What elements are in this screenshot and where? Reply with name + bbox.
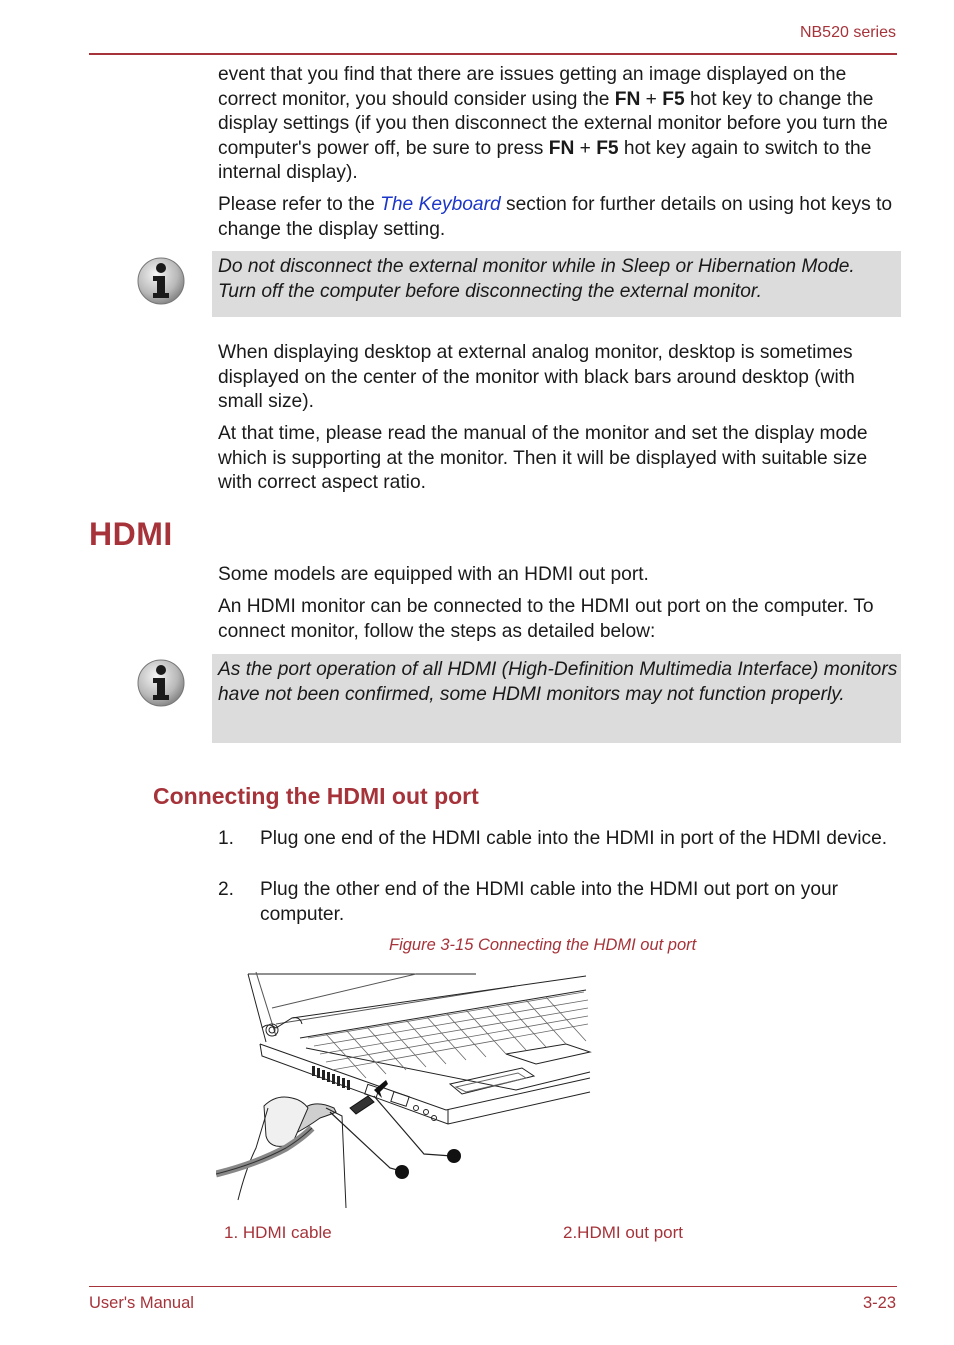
laptop-hdmi-illustration	[216, 968, 592, 1216]
note-text: Do not disconnect the external monitor while in Sleep or Hibernation Mode. Turn off the computer before disconnecting the external monitor.	[218, 256, 855, 302]
callout-dot-port	[447, 1149, 461, 1163]
figure-caption: Figure 3-15 Connecting the HDMI out port	[389, 936, 697, 954]
paragraph-connect: An HDMI monitor can be connected to the HDMI out port on the computer. To connect monitor, follow the steps as detailed below:	[218, 596, 874, 642]
heading-hdmi: HDMI	[89, 516, 173, 552]
note-hdmi	[212, 654, 901, 743]
figure-label-cable: 1. HDMI cable	[224, 1223, 332, 1242]
info-icon	[136, 658, 186, 708]
key-fn: FN	[548, 137, 575, 159]
footer-rule	[89, 1286, 897, 1287]
paragraph-manual: At that time, please read the manual of the monitor and set the display mode which is supporting at the monitor. Then it will be displayed with suitable size with correct aspect ratio.	[218, 423, 868, 493]
header-rule	[89, 53, 897, 55]
info-icon	[136, 256, 186, 306]
paragraph-text: hot key to change the display settings (if you then disconnect the external monitor before you turn the computer's power off, be sure to press	[218, 88, 888, 159]
list-item	[218, 878, 898, 928]
list-text: Plug one end of the HDMI cable into the HDMI in port of the HDMI device.	[260, 828, 888, 849]
key-fn: FN	[614, 88, 641, 110]
plus-sign: +	[574, 137, 597, 159]
list-number: 2.	[218, 879, 235, 900]
paragraph-models: Some models are equipped with an HDMI out port.	[218, 564, 649, 585]
paragraph-hotkey	[218, 63, 898, 186]
keyboard-link[interactable]: The Keyboard	[380, 194, 501, 215]
list-text: Plug the other end of the HDMI cable into the HDMI out port on your computer.	[260, 879, 839, 925]
figure-label-port: 2.HDMI out port	[563, 1223, 683, 1242]
callout-dot-cable	[395, 1165, 409, 1179]
key-f5: F5	[596, 137, 619, 159]
note-sleep	[212, 251, 901, 317]
list-item	[218, 827, 898, 877]
list-number: 1.	[218, 828, 235, 849]
paragraph-text: hot key again to switch to the internal display).	[218, 137, 872, 183]
plus-sign: +	[640, 88, 663, 110]
paragraph-text: event that you find that there are issues getting an image displayed on the correct monitor, you should consider using the	[218, 64, 847, 110]
footer-page-number: 3-23	[862, 1294, 896, 1312]
paragraph-analog: When displaying desktop at external analog monitor, desktop is sometimes displayed on the center of the monitor with black bars around desktop (with small size).	[218, 342, 855, 412]
paragraph-text: section for further details on using hot keys to change the display setting.	[218, 194, 893, 240]
heading-connecting: Connecting the HDMI out port	[153, 783, 479, 809]
header-series: NB520 series	[799, 24, 896, 41]
key-f5: F5	[662, 88, 685, 110]
note-text: As the port operation of all HDMI (High-Definition Multimedia Interface) monitors have not been confirmed, some HDMI monitors may not function properly.	[218, 659, 898, 705]
paragraph-refer	[218, 193, 898, 242]
footer-manual: User's Manual	[89, 1294, 194, 1312]
paragraph-text: Please refer to the	[218, 194, 381, 215]
